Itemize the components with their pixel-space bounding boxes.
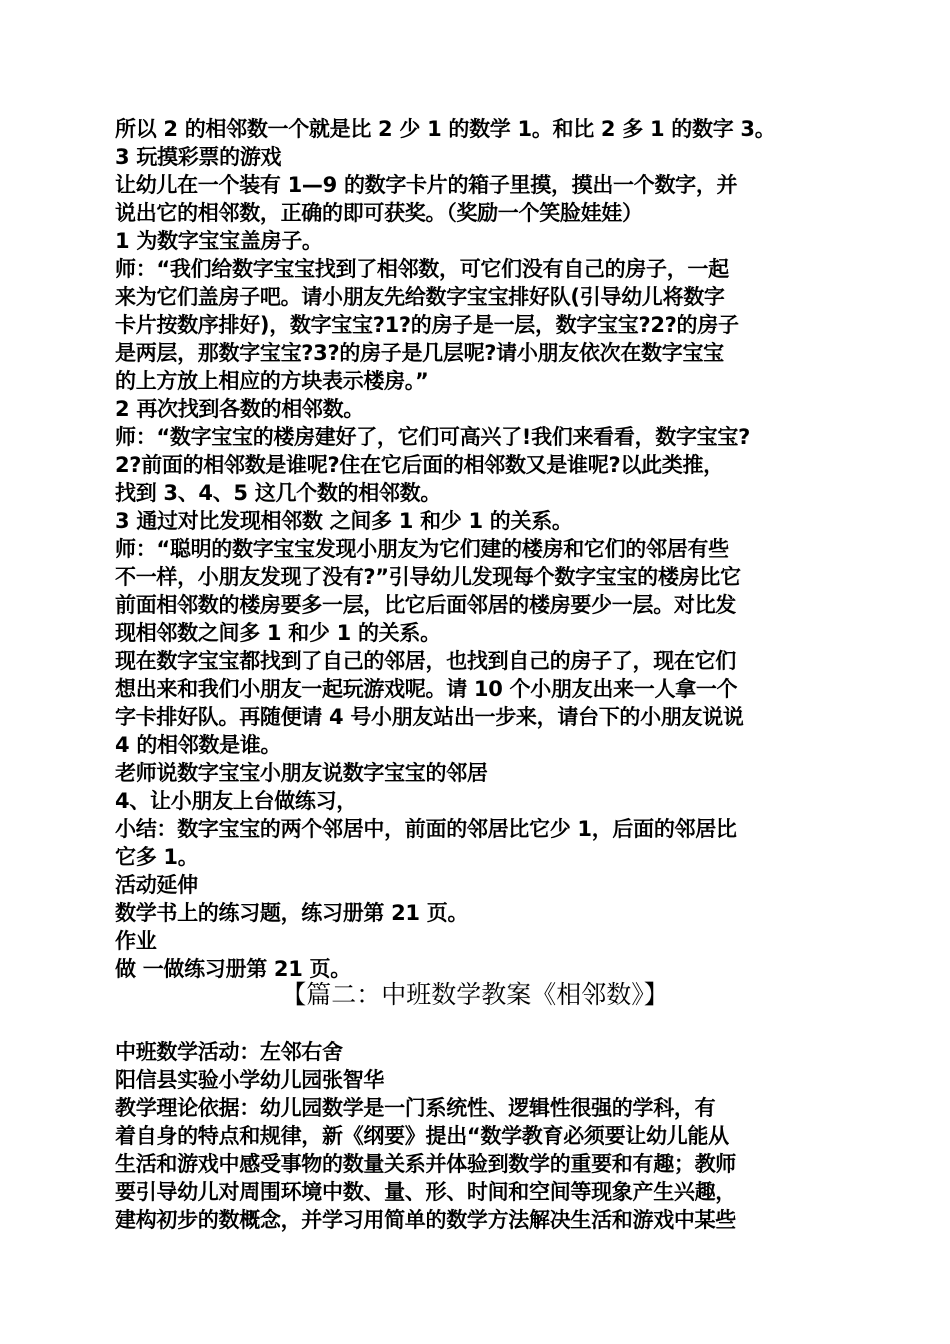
text-line: 想出来和我们小朋友一起玩游戏呢。请 10 个小朋友出来一人拿一个: [115, 677, 738, 701]
text-line: 作业: [115, 929, 157, 953]
text-line: 建构初步的数概念，并学习用简单的数学方法解决生活和游戏中某些: [115, 1208, 736, 1232]
text-line: 要引导幼儿对周围环境中数、量、形、时间和空间等现象产生兴趣，: [115, 1180, 736, 1204]
text-line: 4、让小朋友上台做练习，: [115, 789, 358, 813]
text-line: 3 玩摸彩票的游戏: [115, 145, 282, 169]
text-line: 师：“数字宝宝的楼房建好了，它们可高兴了!我们来看看，数字宝宝?: [115, 425, 750, 449]
text-line: 活动延伸: [115, 873, 198, 897]
text-line: 阳信县实验小学幼儿园张智华: [115, 1068, 385, 1092]
text-line: 它多 1。: [115, 845, 199, 869]
text-line: 生活和游戏中感受事物的数量关系并体验到数学的重要和有趣；教师: [115, 1152, 736, 1176]
text-line: 做 一做练习册第 21 页。: [115, 957, 351, 981]
text-line: 2 再次找到各数的相邻数。: [115, 397, 365, 421]
text-line: 是两层，那数字宝宝?3?的房子是几层呢?请小朋友依次在数字宝宝: [115, 341, 724, 365]
text-line: 着自身的特点和规律，新《纲要》提出“数学教育必须要让幼儿能从: [115, 1124, 729, 1148]
text-line: 小结：数字宝宝的两个邻居中，前面的邻居比它少 1，后面的邻居比: [115, 817, 737, 841]
text-line: 卡片按数序排好)，数字宝宝?1?的房子是一层，数字宝宝?2?的房子: [115, 313, 739, 337]
text-line: 字卡排好队。再随便请 4 号小朋友站出一步来，请台下的小朋友说说: [115, 705, 744, 729]
text-line: 不一样，小朋友发现了没有?”引导幼儿发现每个数字宝宝的楼房比它: [115, 565, 741, 589]
text-line: 师：“我们给数字宝宝找到了相邻数，可它们没有自己的房子，一起: [115, 257, 729, 281]
text-line: 师：“聪明的数字宝宝发现小朋友为它们建的楼房和它们的邻居有些: [115, 537, 729, 561]
text-line: 1 为数字宝宝盖房子。: [115, 229, 323, 253]
text-line: 2?前面的相邻数是谁呢?住在它后面的相邻数又是谁呢?以此类推，: [115, 453, 724, 477]
section-heading: 【篇二：中班数学教案《相邻数》】: [281, 980, 669, 1009]
text-line: 现在数字宝宝都找到了自己的邻居，也找到自己的房子了，现在它们: [115, 649, 736, 673]
text-line: 前面相邻数的楼房要多一层，比它后面邻居的楼房要少一层。对比发: [115, 593, 736, 617]
text-line: 中班数学活动：左邻右舍: [115, 1040, 343, 1064]
text-line: 所以 2 的相邻数一个就是比 2 少 1 的数学 1。和比 2 多 1 的数字 3。: [115, 117, 776, 141]
text-line: 说出它的相邻数，正确的即可获奖。（奖励一个笑脸娃娃）: [115, 201, 643, 225]
text-line: 找到 3、4、5 这几个数的相邻数。: [115, 481, 442, 505]
text-line: 4 的相邻数是谁。: [115, 733, 282, 757]
text-line: 教学理论依据：幼儿园数学是一门系统性、逻辑性很强的学科，有: [115, 1096, 716, 1120]
text-line: 让幼儿在一个装有 1—9 的数字卡片的箱子里摸，摸出一个数字，并: [115, 173, 738, 197]
text-line: 数学书上的练习题，练习册第 21 页。: [115, 901, 469, 925]
text-line: 来为它们盖房子吧。请小朋友先给数字宝宝排好队(引导幼儿将数字: [115, 285, 725, 309]
text-line: 3 通过对比发现相邻数 之间多 1 和少 1 的关系。: [115, 509, 573, 533]
text-line: 现相邻数之间多 1 和少 1 的关系。: [115, 621, 441, 645]
text-line: 的上方放上相应的方块表示楼房。”: [115, 369, 429, 393]
text-line: 老师说数字宝宝小朋友说数字宝宝的邻居: [115, 761, 488, 785]
